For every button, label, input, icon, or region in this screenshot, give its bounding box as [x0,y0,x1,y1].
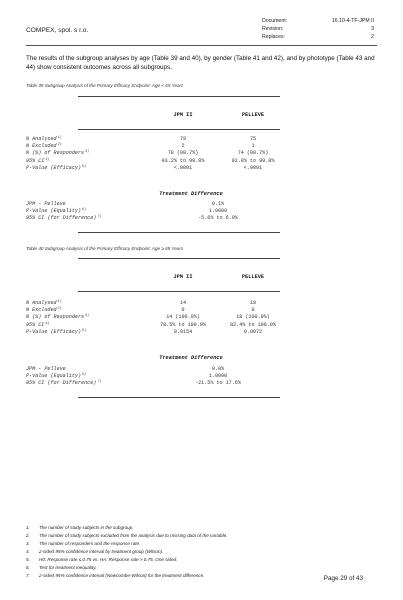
footnote-ref: 3) [85,314,90,319]
cell-difference: -5.6% to 6.0% [198,215,238,222]
footnote-number: 5. [26,557,30,562]
treatment-difference-heading: Treatment Difference [159,191,223,197]
row-label [26,307,62,314]
footnote-ref: 2) [57,143,62,148]
footnote-text: 2-sided 95% confidence interval by treatment group (Wilson). [39,549,164,554]
table-row [26,208,356,215]
row-label [26,201,67,208]
footnote [26,532,366,540]
intro-paragraph: The results of the subgroup analyses by age (Table 39 and 40), by gender (Table 41 and 42), and by phototype (Table 43 and 44) show consistent outcomes across all subgroups. [26,55,375,71]
row-label [26,165,86,172]
meta-key: Revision: [262,26,284,32]
footnote-ref: 1) [57,300,62,304]
table-row [26,165,356,172]
row-label-text: N Analysed [26,136,57,142]
footnote [26,524,366,532]
cell-difference: 0.0% [211,366,225,372]
table-row [26,215,356,222]
row-label [26,143,62,150]
footnote-number: 2. [26,533,30,538]
cell-pelleve: 18 (100.0%) [236,314,270,321]
row-label-text: 95% CI (for Difference) [26,215,97,222]
table-row [26,380,356,387]
footnote-number: 1. [26,525,30,530]
cell-difference: 1.0000 [208,373,228,380]
table-row [26,329,356,336]
table-top-rule [78,96,280,97]
row-label [26,136,62,143]
meta-key: Document: [262,18,288,24]
meta-value: 2 [371,34,374,40]
row-label-text: P-Value (Efficacy) [26,164,82,171]
footnote [26,564,366,572]
footnote-ref: 7) [97,380,102,385]
table-bottom-rule [78,397,280,398]
difference-body [26,201,356,223]
column-header-pelleve: PELLEVE [241,112,265,118]
cell-jpm: <.0001 [173,164,193,171]
table-row [26,201,356,208]
cell-pelleve: 92.8% to 99.8% [231,157,275,164]
meta-document-row [262,17,374,25]
table-header-rule [78,291,280,292]
row-label [26,366,67,373]
footnote-ref: 5) [82,164,87,169]
row-label-text: N (%) of Responders [26,150,85,157]
footnote-ref: 1) [57,136,62,140]
meta-replaces-row [262,33,374,41]
cell-pelleve: 75 [249,136,257,142]
meta-revision-row [262,25,374,33]
table-caption: Table 40 Subgroup Analysis of the Primary Efficacy Endpoint: Age ≥ 65 Years [26,246,184,251]
meta-value: 16.10-4-TF-JPM II [331,18,374,24]
table-bottom-rule [78,232,280,233]
row-label-text: N Excluded [26,307,57,314]
row-label [26,158,49,165]
footnote-text: The number of responders and the response rate. [39,541,141,546]
row-label-text: 95% CI [26,321,45,328]
table-row [26,150,356,157]
row-label-text: 95% CI [26,157,45,164]
meta-value: 3 [371,26,374,32]
cell-pelleve: 0.0072 [243,328,263,335]
cell-pelleve: <.0001 [243,164,263,171]
footnote-ref: 3) [85,150,90,155]
cell-jpm: 78 (98.7%) [167,150,199,157]
row-label [26,150,89,157]
footnote [26,540,366,548]
footnote-number: 7. [26,573,30,578]
cell-pelleve: 1 [251,143,255,150]
row-label-text: N Analysed [26,300,57,306]
column-header-jpm: JPM II [173,274,193,280]
footnote-text: The number of study subjects in the subgroup. [39,525,134,530]
row-label-text: P-Value (Equality) [26,208,82,215]
footnotes [26,524,366,580]
footnote-ref: 4) [45,321,50,326]
cell-difference: 1.0000 [208,208,228,215]
company-name: COMPEX, spol. s r.o. [26,27,89,34]
row-label [26,322,49,329]
footnote-text: H0: Response rate ≤ 0.75 vs. HA: Response rate > 0.75. One sided. [39,557,178,562]
footnote-text: 2-sided 95% confidence interval (Newcombe-Wilson) for the treatment difference. [39,573,205,578]
footnote-text: The number of study subjects excluded from the analysis due to missing data of the variable. [39,533,228,538]
table-body [26,136,356,172]
meta-key: Replaces: [262,34,286,40]
table-top-rule [78,258,280,259]
table-row [26,307,356,314]
row-label [26,380,101,387]
cell-difference: 0.1% [211,201,225,207]
cell-pelleve: 74 (98.7%) [237,150,269,157]
row-label-text: P-Value (Equality) [26,373,82,380]
table-row [26,366,356,373]
cell-jpm: 14 [179,300,187,306]
table-caption: Table 39 Subgroup Analysis of the Primary Efficacy Endpoint: Age < 65 Years [26,83,184,88]
footnote-ref: 2) [57,307,62,312]
footnote [26,548,366,556]
row-label [26,373,86,380]
cell-jpm: 2 [181,143,185,150]
cell-jpm: 78.5% to 100.0% [160,321,206,328]
row-label-text: N Excluded [26,143,57,150]
column-header-jpm: JPM II [173,112,193,118]
table-row [26,322,356,329]
row-label-text: JPM - Pelleve [26,366,66,372]
footnote-text: Test for treatment inequality. [39,565,97,570]
cell-pelleve: 82.4% to 100.0% [230,321,276,328]
row-label [26,208,86,215]
cell-pelleve: 0 [251,307,255,314]
row-label [26,300,62,307]
row-label-text: P-Value (Efficacy) [26,328,82,335]
row-label-text: 95% CI (for Difference) [26,380,97,387]
cell-jpm: 79 [179,136,187,142]
difference-body [26,366,356,388]
header-divider [26,45,377,46]
page-number: Page 29 of 43 [323,575,363,582]
cell-jpm: 0.0154 [173,328,193,335]
footnote-ref: 5) [82,328,87,333]
footnote [26,572,366,580]
table-row [26,314,356,321]
table-row [26,300,356,307]
table-header-rule [78,129,280,130]
table-row [26,158,356,165]
footnote-ref: 7) [97,215,102,220]
footnote-number: 6. [26,565,30,570]
footnote-ref: 4) [45,157,50,162]
footnote-number: 3. [26,541,30,546]
row-label [26,215,101,222]
row-label [26,314,89,321]
footnote-ref: 6) [82,208,87,213]
table-row [26,143,356,150]
document-meta [262,17,374,41]
cell-jpm: 93.2% to 99.8% [161,157,205,164]
footnote [26,556,366,564]
table-row [26,373,356,380]
row-label-text: JPM - Pelleve [26,201,66,207]
table-body [26,300,356,336]
column-header-pelleve: PELLEVE [241,274,265,280]
table-row [26,136,356,143]
row-label-text: N (%) of Responders [26,314,85,321]
footnote-ref: 6) [82,373,87,378]
cell-jpm: 0 [181,307,185,314]
row-label [26,329,86,336]
cell-pelleve: 18 [249,300,257,306]
cell-difference: -21.5% to 17.6% [195,380,241,387]
footnote-number: 4. [26,549,30,554]
treatment-difference-heading: Treatment Difference [159,355,223,361]
cell-jpm: 14 (100.0%) [166,314,200,321]
